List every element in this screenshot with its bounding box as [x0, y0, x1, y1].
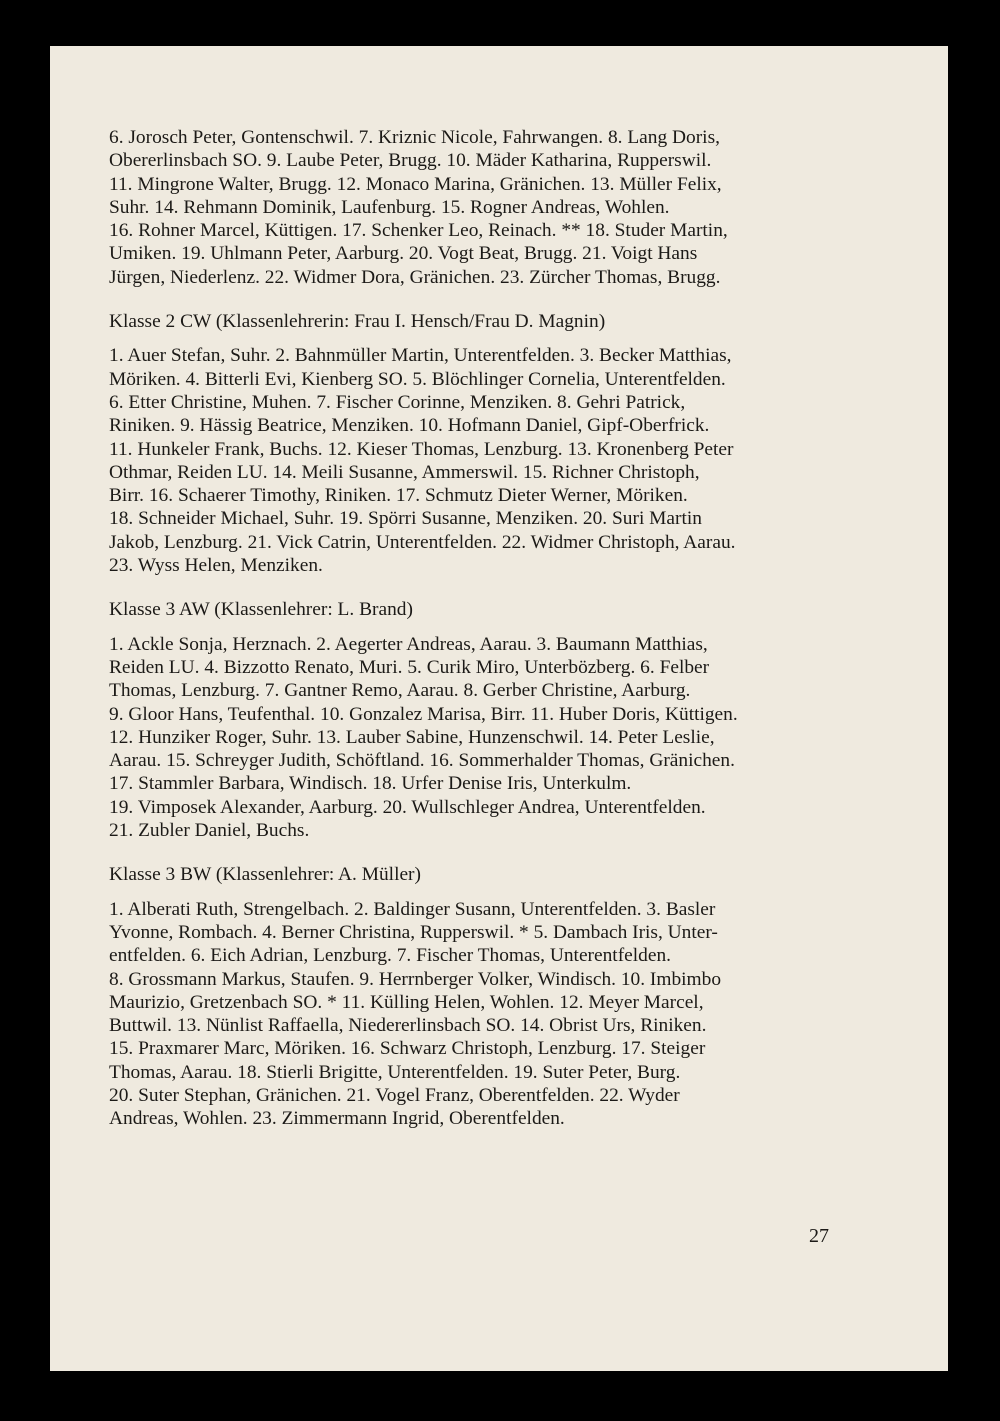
- list-line: 17. Stammler Barbara, Windisch. 18. Urfer Denise Iris, Unterkulm.: [109, 773, 632, 795]
- list-line: Thomas, Lenzburg. 7. Gantner Remo, Aarau. 8. Gerber Christine, Aarburg.: [109, 680, 691, 702]
- list-line: Obererlinsbach SO. 9. Laube Peter, Brugg. 10. Mäder Katharina, Rupperswil.: [109, 150, 712, 172]
- list-line: 19. Vimposek Alexander, Aarburg. 20. Wullschleger Andrea, Unterentfelden.: [109, 796, 706, 818]
- list-line: 1. Auer Stefan, Suhr. 2. Bahnmüller Martin, Unterentfelden. 3. Becker Matthias,: [109, 345, 732, 367]
- list-line: Jürgen, Niederlenz. 22. Widmer Dora, Gränichen. 23. Zürcher Thomas, Brugg.: [109, 266, 721, 288]
- page-number: 27: [809, 1225, 829, 1247]
- list-line: Riniken. 9. Hässig Beatrice, Menziken. 10. Hofmann Daniel, Gipf-Oberfrick.: [109, 415, 710, 437]
- list-line: Reiden LU. 4. Bizzotto Renato, Muri. 5. Curik Miro, Unterbözberg. 6. Felber: [109, 656, 710, 678]
- class-list-3bw: [109, 898, 839, 1131]
- list-line: 16. Rohner Marcel, Küttigen. 17. Schenker Leo, Reinach. ** 18. Studer Martin,: [109, 220, 728, 242]
- list-line: entfelden. 6. Eich Adrian, Lenzburg. 7. Fischer Thomas, Unterentfelden.: [109, 945, 671, 967]
- section-header-3aw: Klasse 3 AW (Klassenlehrer: L. Brand): [109, 599, 413, 621]
- list-line: Maurizio, Gretzenbach SO. * 11. Külling Helen, Wohlen. 12. Meyer Marcel,: [109, 991, 704, 1013]
- list-line: 6. Jorosch Peter, Gontenschwil. 7. Kriznic Nicole, Fahrwangen. 8. Lang Doris,: [109, 127, 720, 148]
- list-line: 1. Ackle Sonja, Herznach. 2. Aegerter Andreas, Aarau. 3. Baumann Matthias,: [109, 633, 708, 655]
- list-line: 15. Praxmarer Marc, Möriken. 16. Schwarz Christoph, Lenzburg. 17. Steiger: [109, 1038, 706, 1060]
- list-line: 8. Grossmann Markus, Staufen. 9. Herrnberger Volker, Windisch. 10. Imbimbo: [109, 968, 722, 990]
- list-line: Umiken. 19. Uhlmann Peter, Aarburg. 20. Vogt Beat, Brugg. 21. Voigt Hans: [109, 243, 698, 265]
- list-line: 20. Suter Stephan, Gränichen. 21. Vogel Franz, Oberentfelden. 22. Wyder: [109, 1084, 680, 1106]
- list-line: Andreas, Wohlen. 23. Zimmermann Ingrid, Oberentfelden.: [109, 1108, 565, 1130]
- list-line: Othmar, Reiden LU. 14. Meili Susanne, Ammerswil. 15. Richner Christoph,: [109, 461, 700, 483]
- list-line: 23. Wyss Helen, Menziken.: [109, 555, 323, 577]
- section-header-2cw: Klasse 2 CW (Klassenlehrerin: Frau I. Hensch/Frau D. Magnin): [109, 311, 606, 333]
- list-line: 11. Mingrone Walter, Brugg. 12. Monaco Marina, Gränichen. 13. Müller Felix,: [109, 173, 722, 195]
- class-list-3aw: [109, 633, 839, 843]
- list-line: Thomas, Aarau. 18. Stierli Brigitte, Unterentfelden. 19. Suter Peter, Burg.: [109, 1061, 681, 1083]
- list-line: 21. Zubler Daniel, Buchs.: [109, 820, 310, 842]
- list-line: 18. Schneider Michael, Suhr. 19. Spörri Susanne, Menziken. 20. Suri Martin: [109, 508, 702, 530]
- list-line: Möriken. 4. Bitterli Evi, Kienberg SO. 5. Blöchlinger Cornelia, Unterentfelden.: [109, 368, 726, 390]
- list-line: 11. Hunkeler Frank, Buchs. 12. Kieser Thomas, Lenzburg. 13. Kronenberg Peter: [109, 438, 734, 460]
- list-line: Birr. 16. Schaerer Timothy, Riniken. 17. Schmutz Dieter Werner, Möriken.: [109, 485, 688, 507]
- list-line: 6. Etter Christine, Muhen. 7. Fischer Corinne, Menziken. 8. Gehri Patrick,: [109, 391, 686, 413]
- document-page: [50, 46, 948, 1371]
- section-header-3bw: Klasse 3 BW (Klassenlehrer: A. Müller): [109, 864, 421, 886]
- list-line: 12. Hunziker Roger, Suhr. 13. Lauber Sabine, Hunzenschwil. 14. Peter Leslie,: [109, 726, 715, 748]
- class-list-2cw: [109, 344, 839, 577]
- list-line: Buttwil. 13. Nünlist Raffaella, Niedererlinsbach SO. 14. Obrist Urs, Riniken.: [109, 1015, 707, 1037]
- list-line: Suhr. 14. Rehmann Dominik, Laufenburg. 15. Rogner Andreas, Wohlen.: [109, 196, 670, 218]
- list-line: Yvonne, Rombach. 4. Berner Christina, Rupperswil. * 5. Dambach Iris, Unter-: [109, 921, 718, 943]
- list-line: Aarau. 15. Schreyger Judith, Schöftland. 16. Sommerhalder Thomas, Gränichen.: [109, 750, 735, 772]
- list-line: 1. Alberati Ruth, Strengelbach. 2. Baldinger Susann, Unterentfelden. 3. Basler: [109, 898, 716, 920]
- class-list-continued: [109, 126, 839, 289]
- page-content: [109, 126, 839, 1131]
- list-line: Jakob, Lenzburg. 21. Vick Catrin, Unterentfelden. 22. Widmer Christoph, Aarau.: [109, 531, 736, 553]
- list-line: 9. Gloor Hans, Teufenthal. 10. Gonzalez Marisa, Birr. 11. Huber Doris, Küttigen.: [109, 703, 738, 725]
